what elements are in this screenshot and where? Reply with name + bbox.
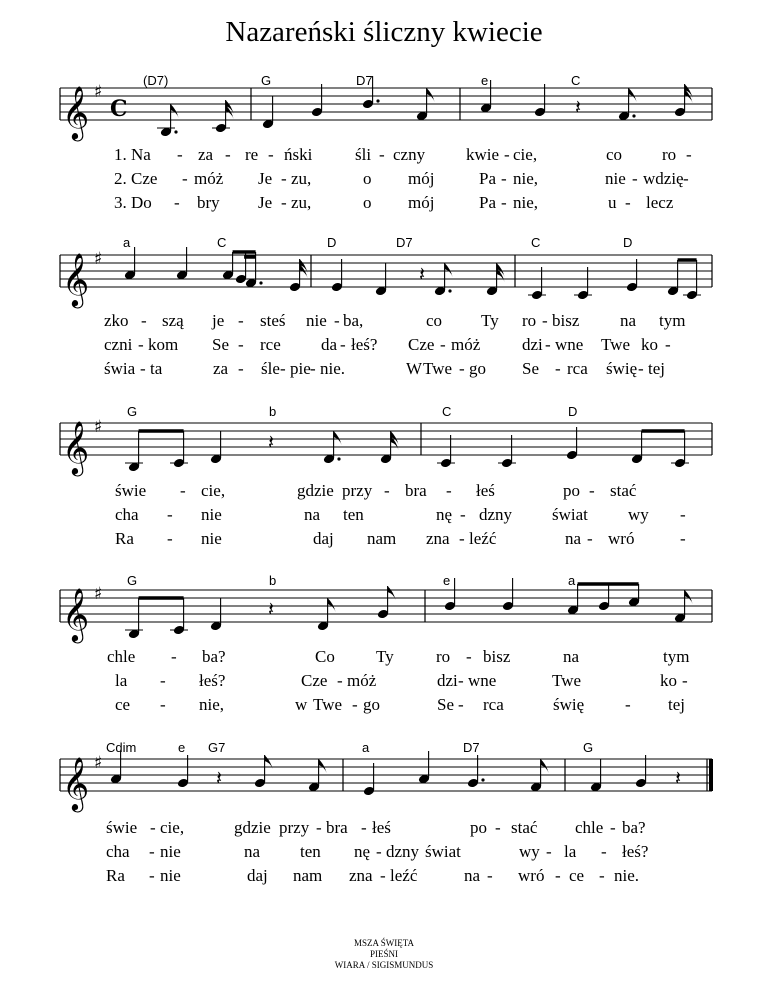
lyric-syllable: ba? xyxy=(202,647,226,666)
lyric-syllable: wró xyxy=(518,866,545,885)
lyric-syllable: ce xyxy=(115,695,131,714)
footer-line: WIARA / SIGISMUNDUS xyxy=(334,960,434,970)
lyric-hyphen: - xyxy=(334,311,340,330)
lyric-syllable: je xyxy=(212,311,225,330)
lyric-hyphen: - xyxy=(238,311,244,330)
lyric-syllable: nie. xyxy=(614,866,640,885)
chord: D7 xyxy=(356,73,373,88)
lyric-syllable: zu, xyxy=(291,193,312,212)
chord: C xyxy=(571,73,581,88)
lyric-syllable: dzny xyxy=(479,505,513,524)
lyric-hyphen: - xyxy=(384,481,390,500)
lyric-syllable: nie xyxy=(306,311,327,330)
lyric-hyphen: - xyxy=(610,818,616,837)
lyric-hyphen: - xyxy=(625,193,631,212)
chord: G7 xyxy=(208,740,226,755)
lyric-hyphen: - xyxy=(167,529,173,548)
lyric-syllable: co xyxy=(426,311,443,330)
lyric-syllable: nie xyxy=(201,505,222,524)
lyric-syllable: ko xyxy=(660,671,677,690)
lyric-syllable: kwie xyxy=(466,145,500,164)
lyric-syllable: świat xyxy=(552,505,588,524)
footer-line: MSZA ŚWIĘTA xyxy=(353,938,415,948)
song-title: Nazareński śliczny kwiecie xyxy=(225,16,543,48)
sharp-icon: ♯ xyxy=(94,249,103,269)
chord: D7 xyxy=(396,235,413,250)
lyric-syllable: cha xyxy=(115,505,139,524)
lyric-syllable: bra xyxy=(326,818,348,837)
treble-clef-icon: 𝄞 xyxy=(62,587,90,641)
lyric-syllable: Cze xyxy=(408,335,435,354)
lyric-syllable: daj xyxy=(313,529,334,548)
lyric-hyphen: - xyxy=(171,647,177,666)
lyric-syllable: Se xyxy=(522,359,539,378)
chord: a xyxy=(568,573,576,588)
lyric-syllable: W xyxy=(406,359,423,378)
note-flag xyxy=(685,590,693,604)
lyric-syllable: na xyxy=(563,647,580,666)
lyric-syllable: móż xyxy=(194,169,224,188)
augmentation-dot xyxy=(337,457,340,460)
lyric-syllable: go xyxy=(363,695,380,714)
lyric-syllable: Twe xyxy=(313,695,343,714)
lyric-syllable: Co xyxy=(315,647,335,666)
lyric-syllable: zko xyxy=(104,311,129,330)
note-flag xyxy=(334,431,342,445)
final-barline xyxy=(709,759,713,791)
lyric-syllable: bisz xyxy=(483,647,511,666)
lyric-syllable: świat xyxy=(425,842,461,861)
lyric-syllable: da xyxy=(321,335,338,354)
lyric-syllable: Pa xyxy=(479,193,496,212)
lyric-syllable: cie, xyxy=(201,481,226,500)
lyric-syllable: steś xyxy=(260,311,286,330)
lyric-syllable: 3. Do xyxy=(114,193,152,212)
lyric-syllable: rca xyxy=(567,359,588,378)
treble-clef-icon: 𝄞 xyxy=(62,756,90,810)
lyric-syllable: Twe xyxy=(601,335,631,354)
augmentation-dot xyxy=(174,130,177,133)
note-flag xyxy=(427,88,435,102)
chord: G xyxy=(261,73,272,88)
lyric-syllable: Ty xyxy=(481,311,499,330)
lyric-syllable: w xyxy=(295,695,308,714)
lyric-syllable: tym xyxy=(659,311,686,330)
lyric-hyphen: - xyxy=(459,529,465,548)
lyric-syllable: śle xyxy=(261,359,280,378)
lyric-hyphen: - xyxy=(466,647,472,666)
lyric-syllable: na xyxy=(565,529,582,548)
lyric-syllable: szą xyxy=(162,311,184,330)
lyric-syllable: Se xyxy=(212,335,229,354)
lyric-syllable: łeś? xyxy=(351,335,378,354)
note-flag xyxy=(319,759,327,773)
chord: e xyxy=(443,573,451,588)
lyric-hyphen: - xyxy=(504,145,510,164)
lyric-hyphen: - xyxy=(140,359,146,378)
lyric-hyphen: - xyxy=(150,818,156,837)
lyric-hyphen: - xyxy=(149,842,155,861)
lyric-syllable: dzi xyxy=(437,671,458,690)
lyric-hyphen: - xyxy=(601,842,607,861)
chord: (D7) xyxy=(143,73,169,88)
lyric-syllable: o xyxy=(363,169,372,188)
chord: G xyxy=(583,740,594,755)
lyric-hyphen: - xyxy=(632,169,638,188)
lyric-syllable: tej xyxy=(648,359,665,378)
lyric-syllable: Je xyxy=(258,193,273,212)
quarter-rest-icon: 𝄽 xyxy=(268,597,275,621)
augmentation-dot xyxy=(481,778,484,781)
quarter-rest-icon: 𝄽 xyxy=(575,95,582,119)
lyric-syllable: ce xyxy=(569,866,585,885)
lyric-hyphen: - xyxy=(542,311,548,330)
lyric-syllable: wdzię xyxy=(643,169,684,188)
lyric-syllable: nie xyxy=(160,842,181,861)
lyric-hyphen: - xyxy=(310,359,316,378)
lyric-syllable: za xyxy=(213,359,229,378)
lyric-syllable: łeś xyxy=(476,481,495,500)
lyric-syllable: świę xyxy=(553,695,585,714)
lyric-syllable: tej xyxy=(668,695,685,714)
chord: Cdim xyxy=(106,740,137,755)
lyric-syllable: stać xyxy=(511,818,538,837)
lyric-hyphen: - xyxy=(160,671,166,690)
lyric-syllable: mój xyxy=(408,169,435,188)
lyric-hyphen: - xyxy=(149,866,155,885)
lyric-hyphen: - xyxy=(380,866,386,885)
lyric-syllable: wne xyxy=(555,335,584,354)
lyric-syllable: chle xyxy=(575,818,604,837)
lyric-syllable: re xyxy=(245,145,259,164)
augmentation-dot xyxy=(259,281,262,284)
lyric-syllable: łeś? xyxy=(199,671,226,690)
lyric-syllable: nam xyxy=(293,866,323,885)
lyric-hyphen: - xyxy=(281,193,287,212)
chord: b xyxy=(269,404,277,419)
lyric-syllable: Twe xyxy=(423,359,453,378)
lyric-syllable: stać xyxy=(610,481,637,500)
lyric-syllable: ta xyxy=(150,359,163,378)
chord: C xyxy=(531,235,541,250)
lyric-hyphen: - xyxy=(501,169,507,188)
lyric-syllable: nę xyxy=(436,505,453,524)
lyric-syllable: czny xyxy=(393,145,426,164)
lyric-syllable: Ra xyxy=(106,866,125,885)
lyric-hyphen: - xyxy=(174,193,180,212)
lyric-syllable: ko xyxy=(641,335,658,354)
lyric-hyphen: - xyxy=(379,145,385,164)
chord: e xyxy=(178,740,186,755)
lyric-hyphen: - xyxy=(138,335,144,354)
chord: D xyxy=(327,235,337,250)
lyric-syllable: wne xyxy=(468,671,497,690)
lyric-syllable: rca xyxy=(483,695,504,714)
treble-clef-icon: 𝄞 xyxy=(62,85,90,139)
lyric-syllable: po xyxy=(470,818,487,837)
chord: a xyxy=(123,235,131,250)
lyric-syllable: ro xyxy=(522,311,537,330)
chord: b xyxy=(269,573,277,588)
lyric-syllable: na xyxy=(620,311,637,330)
lyric-hyphen: - xyxy=(316,818,322,837)
lyric-hyphen: - xyxy=(545,335,551,354)
lyric-syllable: świe xyxy=(106,818,138,837)
lyric-syllable: przy xyxy=(279,818,310,837)
footer xyxy=(0,938,768,971)
lyric-syllable: na xyxy=(464,866,481,885)
chord: C xyxy=(442,404,452,419)
lyric-hyphen: - xyxy=(177,145,183,164)
augmentation-dot xyxy=(376,99,379,102)
lyric-hyphen: - xyxy=(680,505,686,524)
lyric-hyphen: - xyxy=(268,145,274,164)
lyric-hyphen: - xyxy=(180,481,186,500)
chord: C xyxy=(217,235,227,250)
lyric-syllable: leźć xyxy=(390,866,418,885)
lyric-syllable: ro xyxy=(436,647,451,666)
lyric-syllable: ba? xyxy=(622,818,646,837)
lyric-syllable: ro xyxy=(662,145,677,164)
quarter-rest-icon: 𝄽 xyxy=(675,766,682,790)
lyric-syllable: Ty xyxy=(376,647,394,666)
sharp-icon: ♯ xyxy=(94,82,103,102)
lyric-hyphen: - xyxy=(625,695,631,714)
lyric-hyphen: - xyxy=(495,818,501,837)
lyric-hyphen: - xyxy=(501,193,507,212)
chord: D7 xyxy=(463,740,480,755)
lyric-syllable: świę xyxy=(606,359,638,378)
lyric-syllable: go xyxy=(469,359,486,378)
sharp-icon: ♯ xyxy=(94,753,103,773)
lyric-syllable: wy xyxy=(628,505,649,524)
lyric-hyphen: - xyxy=(361,818,367,837)
lyric-syllable: co xyxy=(606,145,623,164)
lyric-syllable: ten xyxy=(300,842,321,861)
lyric-syllable: cie, xyxy=(160,818,185,837)
augmentation-dot xyxy=(632,114,635,117)
lyric-syllable: tym xyxy=(663,647,690,666)
lyric-syllable: ba, xyxy=(343,311,364,330)
lyric-hyphen: - xyxy=(337,671,343,690)
note-flag xyxy=(445,263,453,277)
chord: e xyxy=(481,73,489,88)
lyric-hyphen: - xyxy=(682,671,688,690)
lyric-syllable: pie xyxy=(290,359,311,378)
lyric-hyphen: - xyxy=(340,335,346,354)
lyric-syllable: cha xyxy=(106,842,130,861)
lyric-syllable: zna xyxy=(349,866,373,885)
lyric-syllable: bry xyxy=(197,193,220,212)
footer-line: PIEŚNI xyxy=(369,949,398,959)
lyric-hyphen: - xyxy=(440,335,446,354)
sharp-icon: ♯ xyxy=(94,417,103,437)
lyric-hyphen: - xyxy=(458,671,464,690)
note-flag xyxy=(541,759,549,773)
lyric-syllable: czni xyxy=(104,335,133,354)
lyric-hyphen: - xyxy=(460,505,466,524)
lyric-syllable: za xyxy=(198,145,214,164)
lyric-hyphen: - xyxy=(376,842,382,861)
augmentation-dot xyxy=(448,289,451,292)
lyric-syllable: ten xyxy=(343,505,364,524)
lyric-syllable: nie, xyxy=(513,169,539,188)
lyric-hyphen: - xyxy=(352,695,358,714)
lyric-syllable: u xyxy=(608,193,617,212)
lyric-hyphen: - xyxy=(167,505,173,524)
lyric-syllable: wy xyxy=(519,842,540,861)
lyric-syllable: na xyxy=(304,505,321,524)
lyric-syllable: o xyxy=(363,193,372,212)
lyric-hyphen: - xyxy=(587,529,593,548)
lyric-syllable: śli xyxy=(355,145,372,164)
lyric-syllable: gdzie xyxy=(297,481,334,500)
chord: D xyxy=(568,404,578,419)
lyric-hyphen: - xyxy=(459,359,465,378)
lyric-hyphen: - xyxy=(555,866,561,885)
lyric-syllable: nie xyxy=(201,529,222,548)
lyric-syllable: Ra xyxy=(115,529,134,548)
note-flag xyxy=(171,104,179,118)
lyric-hyphen: - xyxy=(160,695,166,714)
lyric-hyphen: - xyxy=(281,169,287,188)
lyric-syllable: nie xyxy=(605,169,626,188)
lyric-syllable: wró xyxy=(608,529,635,548)
chord: G xyxy=(127,404,138,419)
lyric-hyphen: - xyxy=(238,335,244,354)
lyric-hyphen: - xyxy=(680,529,686,548)
lyric-hyphen: - xyxy=(665,335,671,354)
lyric-syllable: nę xyxy=(354,842,371,861)
lyric-syllable: dzny xyxy=(386,842,420,861)
lyric-hyphen: - xyxy=(555,359,561,378)
lyric-syllable: nie. xyxy=(320,359,346,378)
treble-clef-icon: 𝄞 xyxy=(62,420,90,474)
note-flag xyxy=(328,598,336,612)
lyric-hyphen: - xyxy=(280,359,286,378)
lyric-syllable: la xyxy=(115,671,128,690)
lyric-syllable: bisz xyxy=(552,311,580,330)
lyric-syllable: daj xyxy=(247,866,268,885)
lyric-syllable: lecz xyxy=(646,193,674,212)
lyric-syllable: rce xyxy=(260,335,281,354)
lyric-syllable: nam xyxy=(367,529,397,548)
lyric-syllable: łeś? xyxy=(622,842,649,861)
lyric-syllable: Je xyxy=(258,169,273,188)
quarter-rest-icon: 𝄽 xyxy=(419,262,426,286)
lyric-syllable: 1. Na xyxy=(114,145,151,164)
sharp-icon: ♯ xyxy=(94,584,103,604)
lyric-hyphen: - xyxy=(686,145,692,164)
lyric-syllable: zu, xyxy=(291,169,312,188)
lyric-syllable: dzi xyxy=(522,335,543,354)
lyric-syllable: świa xyxy=(104,359,136,378)
lyric-syllable: mój xyxy=(408,193,435,212)
lyric-syllable: Pa xyxy=(479,169,496,188)
lyric-hyphen: - xyxy=(638,359,644,378)
lyric-syllable: 2. Cze xyxy=(114,169,158,188)
lyric-syllable: ński xyxy=(284,145,313,164)
lyric-syllable: cie, xyxy=(513,145,538,164)
lyric-syllable: zna xyxy=(426,529,450,548)
common-time-icon: C xyxy=(110,96,128,122)
lyric-syllable: la xyxy=(564,842,577,861)
lyric-syllable: na xyxy=(244,842,261,861)
lyric-syllable: po xyxy=(563,481,580,500)
lyric-syllable: leźć xyxy=(469,529,497,548)
lyric-syllable: nie, xyxy=(199,695,225,714)
lyric-hyphen: - xyxy=(182,169,188,188)
lyric-syllable: gdzie xyxy=(234,818,271,837)
treble-clef-icon: 𝄞 xyxy=(62,252,90,306)
lyric-syllable: łeś xyxy=(372,818,391,837)
lyric-hyphen: - xyxy=(589,481,595,500)
lyric-syllable: Cze xyxy=(301,671,328,690)
chord: D xyxy=(623,235,633,250)
lyric-hyphen: - xyxy=(487,866,493,885)
lyric-syllable: bra xyxy=(405,481,427,500)
lyric-syllable: nie xyxy=(160,866,181,885)
lyric-syllable: przy xyxy=(342,481,373,500)
lyric-hyphen: - xyxy=(458,695,464,714)
lyric-hyphen: - xyxy=(546,842,552,861)
lyric-hyphen: - xyxy=(683,169,689,188)
chord: G xyxy=(127,573,138,588)
quarter-rest-icon: 𝄽 xyxy=(216,766,223,790)
chord: a xyxy=(362,740,370,755)
lyric-syllable: kom xyxy=(148,335,179,354)
note-flag xyxy=(629,88,637,102)
lyric-syllable: móż xyxy=(347,671,377,690)
quarter-rest-icon: 𝄽 xyxy=(268,430,275,454)
lyric-hyphen: - xyxy=(446,481,452,500)
lyric-hyphen: - xyxy=(225,145,231,164)
lyric-syllable: Se xyxy=(437,695,454,714)
lyric-syllable: chle xyxy=(107,647,136,666)
lyric-hyphen: - xyxy=(141,311,147,330)
lyric-syllable: świe xyxy=(115,481,147,500)
lyric-syllable: nie, xyxy=(513,193,539,212)
lyric-hyphen: - xyxy=(238,359,244,378)
lyric-syllable: móż xyxy=(451,335,481,354)
lyric-syllable: Twe xyxy=(552,671,582,690)
lyric-hyphen: - xyxy=(599,866,605,885)
